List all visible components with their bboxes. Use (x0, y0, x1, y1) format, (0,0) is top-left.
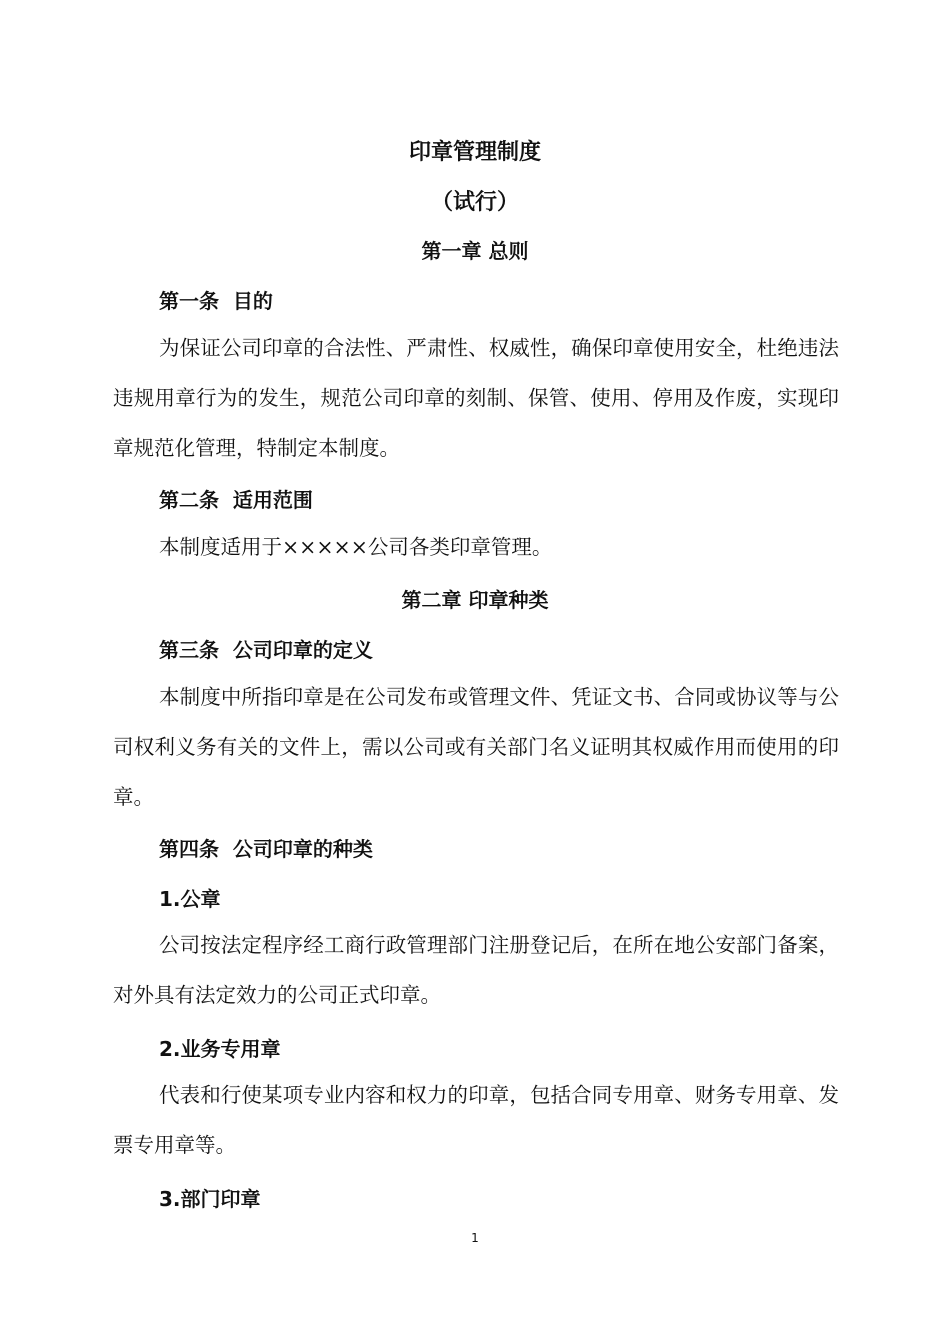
item-1-heading: 1.公章 (159, 887, 221, 911)
article-1-heading: 第一条 目的 (159, 289, 273, 313)
chapter-2-heading: 第二章 印章种类 (401, 588, 549, 612)
item-2-text: 代表和行使某项专业内容和权力的印章，包括合同专用章、财务专用章、发票专用章等。 (113, 1083, 839, 1157)
item-2-heading: 2.业务专用章 (159, 1037, 281, 1061)
item-1-text: 公司按法定程序经工商行政管理部门注册登记后，在所在地公安部门备案，对外具有法定效力的公司正式印章。 (113, 933, 839, 1007)
article-4-heading: 第四条 公司印章的种类 (159, 837, 373, 861)
item-3-heading: 3.部门印章 (159, 1187, 261, 1211)
chapter-1-heading: 第一章 总则 (421, 239, 529, 263)
article-3-text: 本制度中所指印章是在公司发布或管理文件、凭证文书、合同或协议等与公司权利义务有关的文件上，需以公司或有关部门名义证明其权威作用而使用的印章。 (113, 685, 839, 809)
article-3-heading: 第三条 公司印章的定义 (159, 638, 373, 662)
article-2-text: 本制度适用于×××××公司各类印章管理。 (159, 535, 553, 559)
document-subtitle: （试行） (430, 190, 519, 215)
document-title: 印章管理制度 (408, 140, 541, 165)
article-2-heading: 第二条 适用范围 (159, 488, 313, 512)
page-number: 1 (471, 1231, 479, 1245)
article-1-text: 为保证公司印章的合法性、严肃性、权威性，确保印章使用安全，杜绝违法违规用章行为的发生，规范公司印章的刻制、保管、使用、停用及作废，实现印章规范化管理，特制定本制度。 (113, 336, 839, 460)
